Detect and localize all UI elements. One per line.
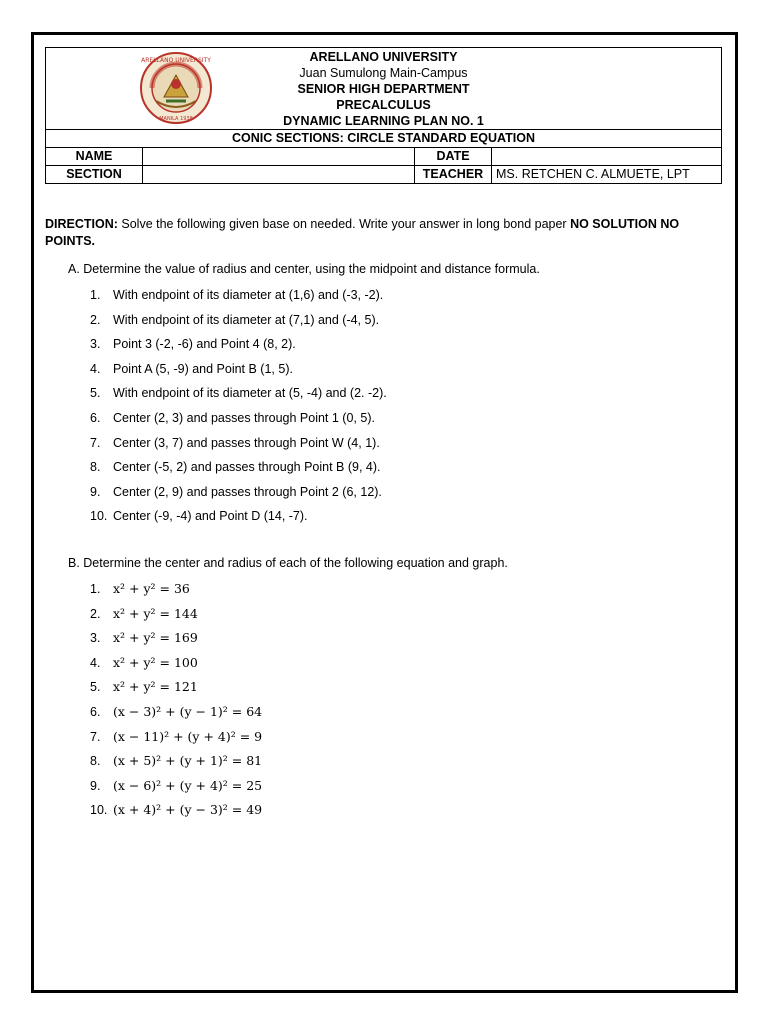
institution-cell [46, 48, 722, 130]
equation-text: (x − 6)² + (y + 4)² = 25 [113, 777, 263, 793]
item-number: 5. [90, 680, 101, 695]
seal-lettering-bottom: MANILA 1938 [159, 116, 193, 122]
item-text: Center (3, 7) and passes through Point W (4, 1). [113, 435, 380, 450]
list-item [90, 605, 262, 630]
equation-text: (x − 11)² + (y + 4)² = 9 [113, 728, 263, 744]
part-b-list [90, 580, 262, 826]
name-field[interactable] [143, 148, 415, 166]
list-item [90, 459, 387, 484]
list-item [90, 312, 387, 337]
item-number: 8. [90, 460, 101, 475]
item-number: 7. [90, 435, 101, 450]
item-number: 6. [90, 410, 101, 425]
item-text: Center (2, 3) and passes through Point 1 (0, 5). [113, 410, 375, 425]
university-seal-logo [136, 51, 216, 125]
list-item [90, 629, 262, 654]
item-text: With endpoint of its diameter at (5, -4) and (2. -2). [113, 386, 387, 401]
list-item [90, 752, 262, 777]
topic-title: CONIC SECTIONS: CIRCLE STANDARD EQUATION [46, 130, 722, 148]
direction-text: Solve the following given base on needed. Write your answer in long bond paper [117, 217, 571, 231]
part-b-title: B. Determine the center and radius of each of the following equation and graph. [68, 556, 508, 570]
list-item [90, 435, 387, 460]
item-text: With endpoint of its diameter at (7,1) and (-4, 5). [113, 312, 380, 327]
item-number: 4. [90, 655, 101, 670]
equation-text: (x + 5)² + (y + 1)² = 81 [113, 753, 263, 769]
direction-emphasis: NO SOLUTION NO POINTS. [45, 217, 680, 248]
item-text: Center (-9, -4) and Point D (14, -7). [113, 509, 308, 524]
list-item [90, 580, 262, 605]
equation-text: (x + 4)² + (y − 3)² = 49 [113, 802, 263, 818]
list-item [90, 508, 387, 533]
item-number: 1. [90, 582, 101, 596]
list-item [90, 801, 262, 826]
list-item [90, 678, 262, 703]
item-number: 8. [90, 754, 101, 769]
item-text: Point 3 (-2, -6) and Point 4 (8, 2). [113, 337, 296, 352]
item-number: 2. [90, 606, 101, 621]
direction-label: DIRECTION: [45, 217, 118, 231]
seal-lettering-top: ARELLANO UNIVERSITY [141, 57, 211, 64]
list-item [90, 287, 387, 312]
header-table [45, 47, 722, 184]
equation-text: x² + y² = 169 [113, 630, 198, 646]
date-field[interactable] [492, 148, 722, 166]
section-label: SECTION [46, 166, 143, 184]
item-number: 9. [90, 484, 101, 499]
equation-text: x² + y² = 36 [113, 581, 190, 596]
name-label: NAME [46, 148, 143, 166]
item-number: 7. [90, 729, 101, 744]
subject-name: PRECALCULUS [336, 98, 431, 112]
list-item [90, 336, 387, 361]
item-number: 4. [90, 361, 101, 376]
teacher-value: MS. RETCHEN C. ALMUETE, LPT [492, 166, 722, 184]
campus-name: Juan Sumulong Main-Campus [299, 66, 468, 80]
part-a-title: A. Determine the value of radius and center, using the midpoint and distance formula. [68, 262, 540, 276]
item-number: 6. [90, 704, 101, 719]
direction-paragraph [45, 216, 725, 250]
plan-title: DYNAMIC LEARNING PLAN NO. 1 [283, 114, 484, 128]
item-number: 3. [90, 337, 101, 352]
item-number: 9. [90, 778, 101, 793]
equation-text: x² + y² = 144 [113, 605, 198, 621]
item-text: Center (-5, 2) and passes through Point B (9, 4). [113, 460, 381, 475]
item-number: 10. [90, 509, 108, 524]
university-name: ARELLANO UNIVERSITY [309, 50, 458, 64]
equation-text: x² + y² = 121 [113, 679, 198, 695]
item-number: 10. [90, 803, 108, 818]
item-number: 1. [90, 288, 101, 302]
part-a-list [90, 287, 387, 533]
item-number: 5. [90, 386, 101, 401]
list-item [90, 654, 262, 679]
department-name: SENIOR HIGH DEPARTMENT [297, 82, 470, 96]
date-label: DATE [415, 148, 492, 166]
item-number: 2. [90, 312, 101, 327]
item-text: Center (2, 9) and passes through Point 2 (6, 12). [113, 484, 382, 499]
list-item [90, 777, 262, 802]
section-field[interactable] [143, 166, 415, 184]
item-number: 3. [90, 631, 101, 646]
list-item [90, 361, 387, 386]
list-item [90, 385, 387, 410]
item-text: With endpoint of its diameter at (1,6) and (-3, -2). [113, 288, 384, 302]
list-item [90, 728, 262, 753]
list-item [90, 484, 387, 509]
equation-text: x² + y² = 100 [113, 654, 198, 670]
equation-text: (x − 3)² + (y − 1)² = 64 [113, 703, 263, 719]
list-item [90, 410, 387, 435]
list-item [90, 703, 262, 728]
teacher-label: TEACHER [415, 166, 492, 184]
item-text: Point A (5, -9) and Point B (1, 5). [113, 361, 293, 376]
